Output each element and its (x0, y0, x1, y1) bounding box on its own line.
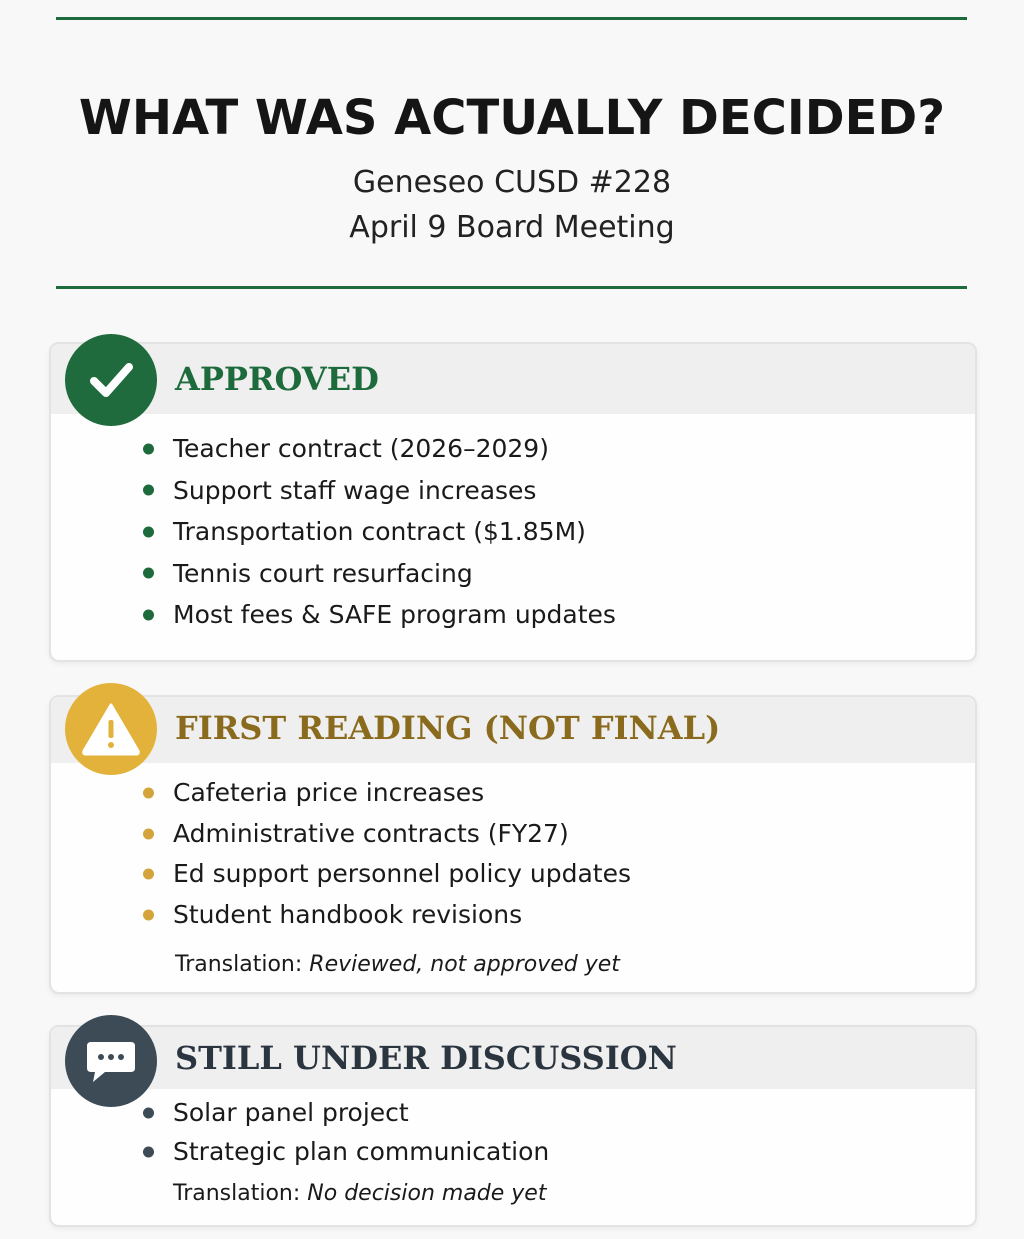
header-divider (56, 286, 967, 289)
list-item (51, 470, 975, 512)
approved-list (51, 428, 975, 636)
discussion-note (51, 1175, 975, 1213)
discussion-header (51, 1027, 975, 1089)
list-item (51, 854, 975, 895)
discussion-title: STILL UNDER DISCUSSION (175, 1039, 677, 1077)
list-item-text: Strategic plan communication (173, 1137, 550, 1166)
page-header (0, 88, 1024, 250)
list-item (51, 594, 975, 636)
first-reading-header (51, 697, 975, 763)
bullet-icon (143, 609, 154, 620)
note-text: Reviewed, not approved yet (309, 952, 620, 977)
bullet-icon (143, 485, 154, 496)
bullet-icon (143, 828, 154, 839)
district-name: Geneseo CUSD #228 (352, 165, 672, 200)
bullet-icon (143, 788, 154, 799)
approved-header (51, 344, 975, 414)
note-label: Translation: (175, 952, 303, 977)
list-item (51, 1132, 975, 1171)
discussion-list (51, 1093, 975, 1171)
bullet-icon (143, 1146, 154, 1157)
bullet-icon (143, 443, 154, 454)
first-reading-list (51, 773, 975, 935)
bullet-icon (143, 526, 154, 537)
list-item-text: Teacher contract (2026–2029) (173, 434, 549, 463)
list-item (51, 428, 975, 470)
top-divider (56, 17, 967, 20)
list-item (51, 553, 975, 595)
first-reading-section (49, 695, 977, 994)
page-subtitle (0, 160, 1024, 250)
meeting-date: April 9 Board Meeting (349, 210, 675, 245)
list-item-text: Support staff wage increases (173, 475, 537, 505)
list-item-text: Most fees & SAFE program updates (173, 600, 616, 629)
list-item-text: Tennis court resurfacing (173, 558, 473, 588)
list-item (51, 773, 975, 814)
note-text: No decision made yet (307, 1181, 547, 1206)
bullet-icon (143, 1107, 154, 1118)
bullet-icon (143, 869, 154, 880)
list-item-text: Administrative contracts (FY27) (173, 818, 569, 848)
checkmark-icon (65, 334, 157, 426)
list-item-text: Ed support personnel policy updates (173, 859, 632, 888)
warning-icon (65, 683, 157, 775)
list-item-text: Transportation contract ($1.85M) (173, 517, 586, 546)
list-item (51, 1093, 975, 1132)
list-item-text: Solar panel project (173, 1098, 409, 1127)
approved-section (49, 342, 977, 662)
discussion-section (49, 1025, 977, 1227)
bullet-icon (143, 568, 154, 579)
note-label: Translation: (173, 1181, 301, 1206)
list-item-text: Student handbook revisions (173, 899, 523, 929)
list-item (51, 511, 975, 553)
list-item-text: Cafeteria price increases (173, 778, 485, 807)
list-item (51, 814, 975, 855)
page-title: WHAT WAS ACTUALLY DECIDED? (78, 90, 946, 146)
first-reading-title: FIRST READING (NOT FINAL) (175, 709, 721, 747)
approved-title: APPROVED (175, 360, 379, 398)
list-item (51, 895, 975, 936)
bullet-icon (143, 909, 154, 920)
first-reading-note (51, 945, 975, 985)
